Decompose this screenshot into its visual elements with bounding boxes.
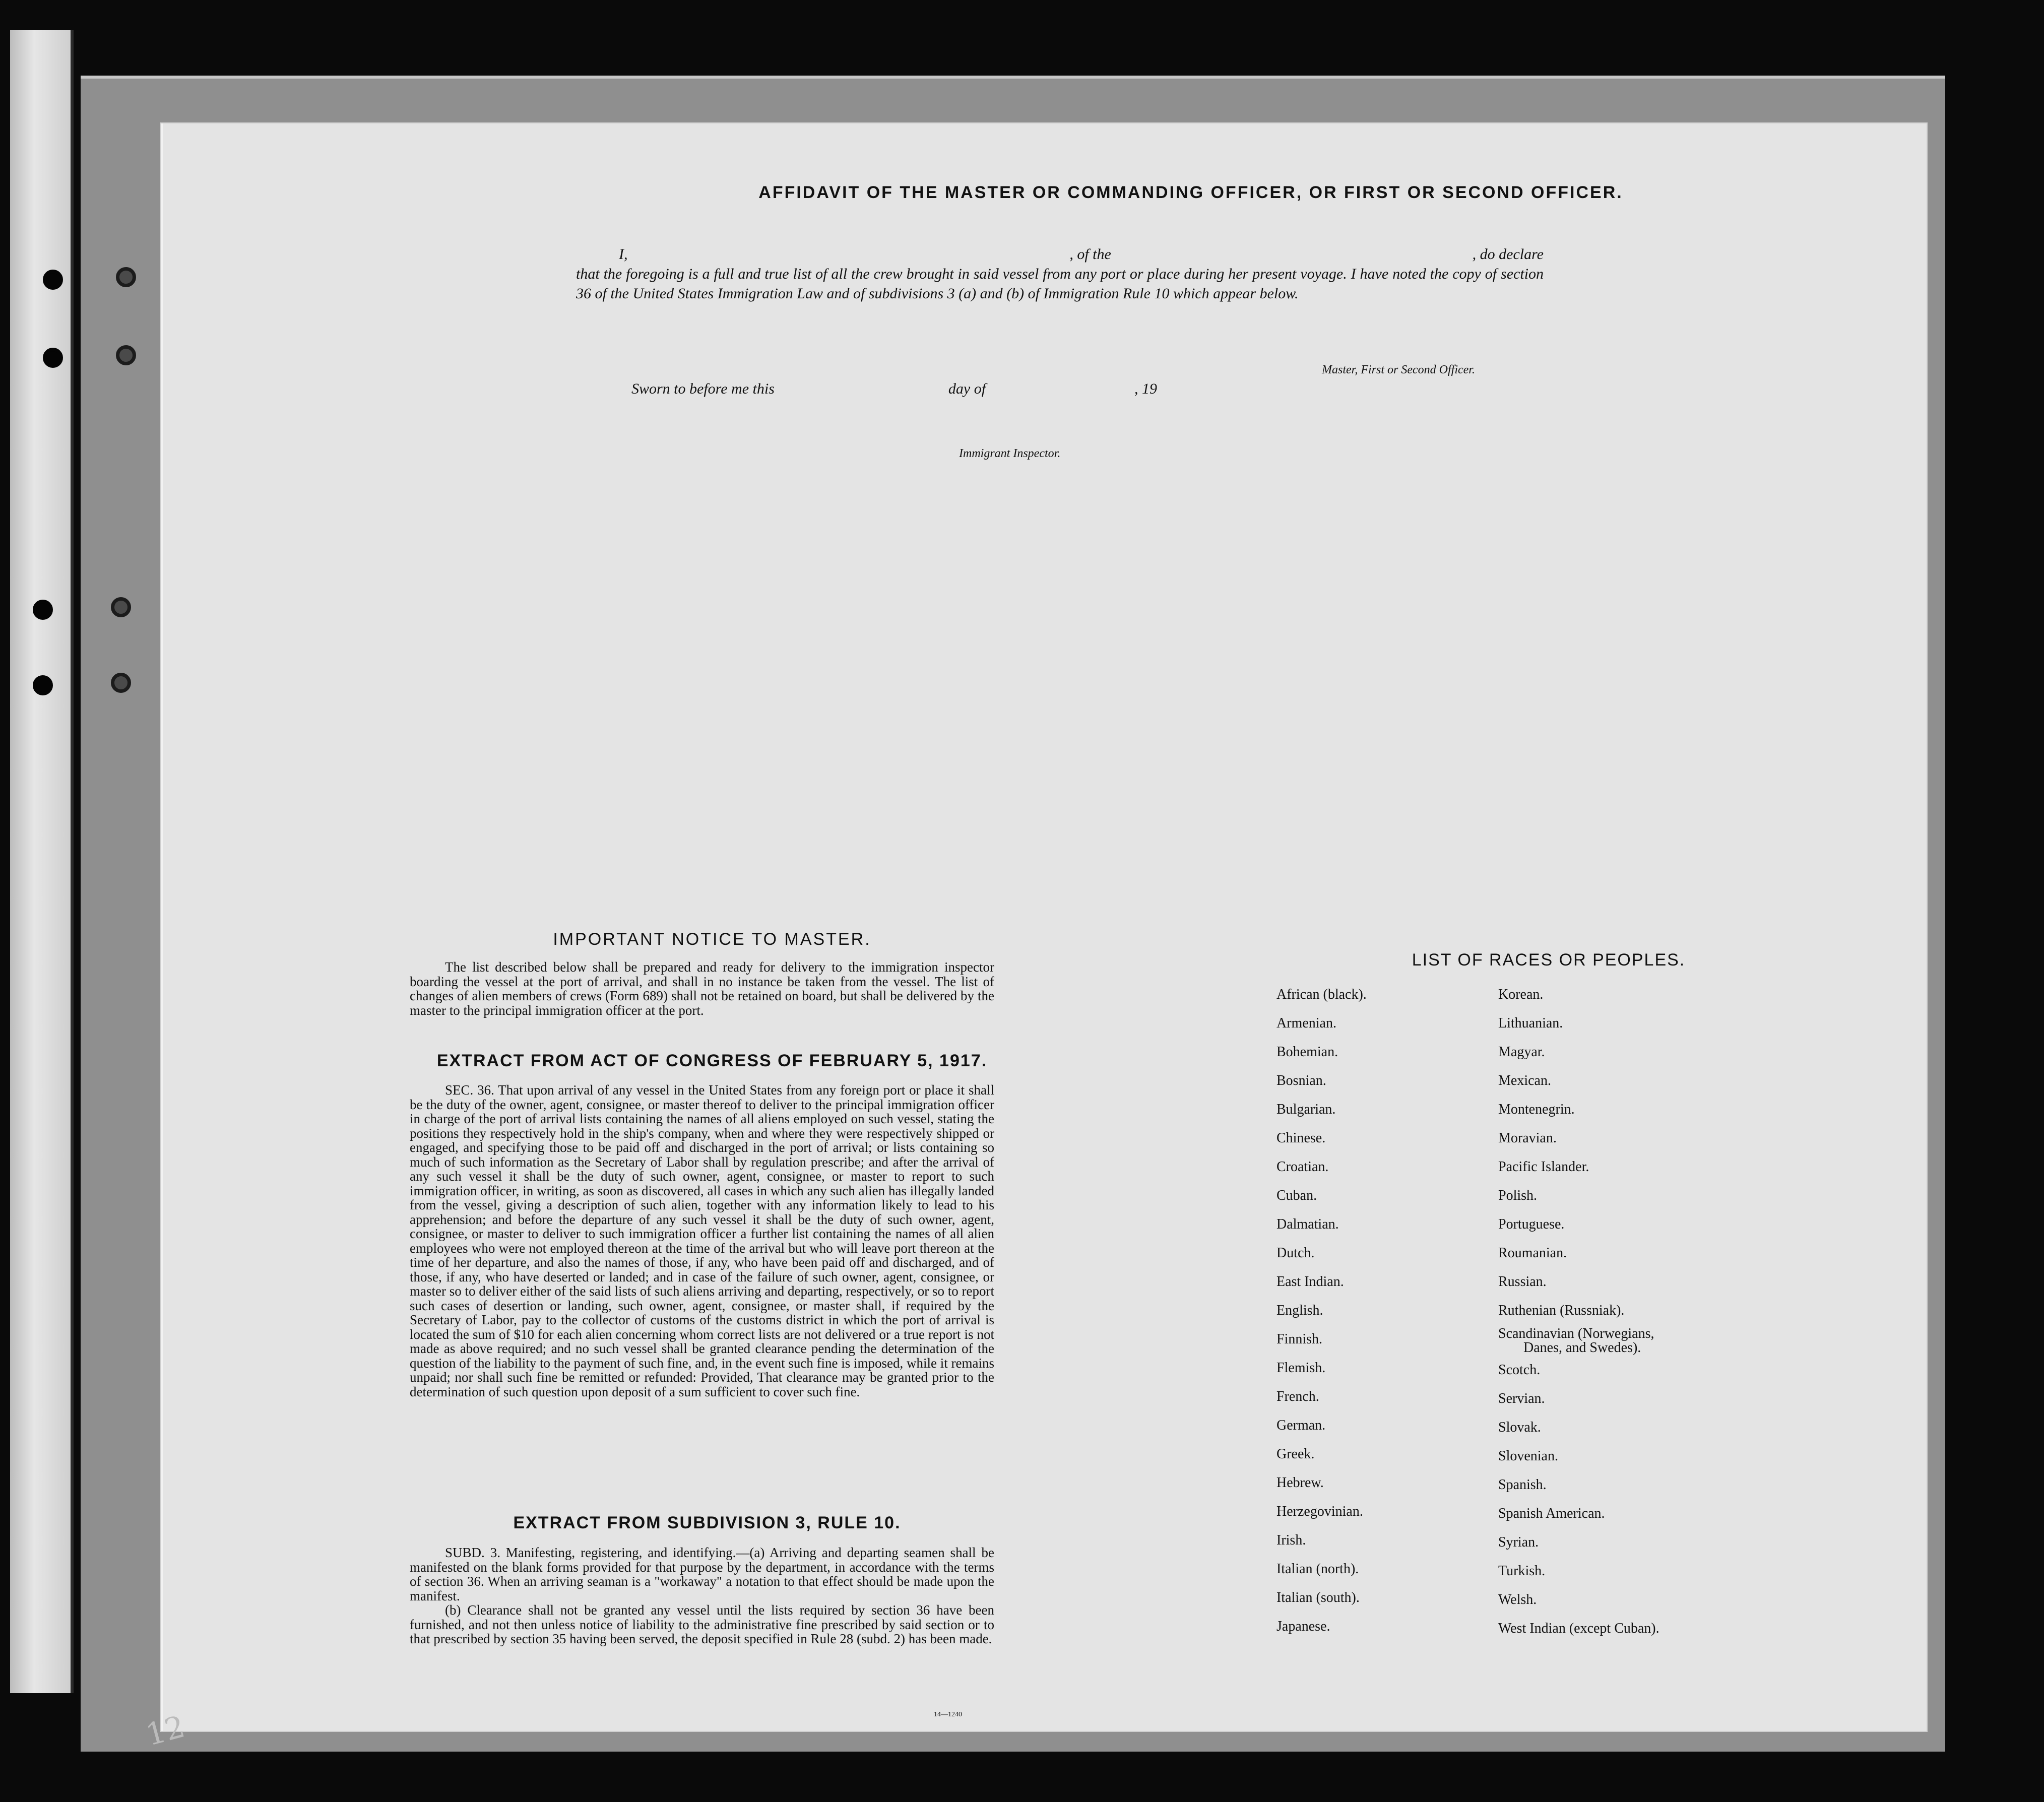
race-item: Croatian. <box>1276 1159 1329 1175</box>
race-item: Irish. <box>1276 1532 1306 1548</box>
race-item: Chinese. <box>1276 1130 1326 1146</box>
affidavit-text: that the foregoing is a full and true list of all the crew brought in said vessel from any port or place during her present voyage. I have noted the copy of section 36 of the United States Immigration Law and of subdivisions 3 (a) and (b) of Immigration Rule 10 which appear below. <box>576 266 1544 302</box>
sworn-line <box>631 380 1387 398</box>
binder-hole <box>116 267 136 287</box>
race-item: Welsh. <box>1498 1592 1537 1607</box>
race-item: Armenian. <box>1276 1015 1336 1031</box>
race-item: Danes, and Swedes). <box>1523 1340 1641 1356</box>
subdivision-text <box>410 1546 994 1646</box>
race-item: English. <box>1276 1303 1323 1318</box>
race-item: Lithuanian. <box>1498 1015 1563 1031</box>
race-item: West Indian (except Cuban). <box>1498 1621 1659 1636</box>
race-item: German. <box>1276 1418 1326 1433</box>
act-section-36-text: SEC. 36. That upon arrival of any vessel in the United States from any foreign port or place it shall be the duty of the owner, agent, consignee, or master thereof to deliver to the principal immigration officer in charge of the port of arrival lists containing the names of all aliens employed on such vessel, stating the positions they respectively hold in the ship's company, when and where they were respectively shipped or engaged, and specifying those to be paid off and discharged in the port of arrival; or lists containing so much of such information as the Secretary of Labor shall by regulation prescribe; and after the arrival of any such vessel it shall be the duty of such owner, agent, consignee, or master to report to such immigration officer, in writing, as soon as discovered, all cases in which any such alien has illegally landed from the vessel, giving a description of such alien, together with any information likely to lead to his apprehension; and before the departure of any such vessel it shall be the duty of such owner, agent, consignee, or master to deliver to such immigration officer a further list containing the names of all alien employees who were not employed thereon at the time of the arrival but who will leave port thereon at the time of her departure, and also the names of those, if any, who have been paid off and discharged, and of those, if any, who have deserted or landed; and in case of the failure of such owner, agent, consignee, or master so to deliver either of the said lists of such aliens arriving and departing, respectively, or so to report such cases of desertion or landing, such owner, agent, consignee, or master shall, if required by the Secretary of Labor, pay to the collector of customs of the customs district in which the port of arrival is located the sum of $10 for each alien concerning whom correct lists are not delivered or a true report is not made as above required; and no such vessel shall be granted clearance pending the determination of the question of the liability to the payment of such fine, and, in the event such fine is imposed, while it remains unpaid; nor shall such fine be remitted or refunded: Provided, That clearance may be granted prior to the determination of such question upon deposit of a sum sufficient to cover such fine. <box>410 1082 994 1399</box>
races-title: LIST OF RACES OR PEOPLES. <box>1412 950 1686 970</box>
race-item: Italian (south). <box>1276 1590 1360 1605</box>
race-item: French. <box>1276 1389 1319 1404</box>
race-item: Japanese. <box>1276 1619 1330 1634</box>
race-item: Cuban. <box>1276 1188 1317 1203</box>
affidavit-i: I, <box>619 246 628 263</box>
race-item: Bosnian. <box>1276 1073 1326 1088</box>
form-number: 14—1240 <box>934 1711 962 1718</box>
binder-hole <box>111 673 131 693</box>
races-left-column <box>1276 980 1367 1641</box>
race-item: Syrian. <box>1498 1534 1539 1550</box>
race-item: Moravian. <box>1498 1130 1557 1146</box>
binder-hole <box>111 597 131 617</box>
race-item: Scandinavian (Norwegians, <box>1498 1326 1654 1341</box>
affidavit-do-declare: , do declare <box>1472 246 1544 263</box>
document-page <box>161 123 1927 1731</box>
race-item: Dutch. <box>1276 1245 1315 1261</box>
race-item: Polish. <box>1498 1188 1538 1203</box>
day-of-label: day of <box>948 380 986 397</box>
race-item: Slovenian. <box>1498 1448 1558 1464</box>
race-item: Ruthenian (Russniak). <box>1498 1303 1625 1318</box>
race-item: Slovak. <box>1498 1420 1541 1435</box>
binder-strip <box>10 30 74 1693</box>
race-item: Bohemian. <box>1276 1044 1338 1060</box>
master-signature-label: Master, First or Second Officer. <box>1322 363 1475 376</box>
affidavit-of-the: , of the <box>1069 246 1111 263</box>
race-item: Italian (north). <box>1276 1561 1359 1577</box>
inspector-signature-label: Immigrant Inspector. <box>959 447 1061 460</box>
race-item: Mexican. <box>1498 1073 1551 1088</box>
race-item: Greek. <box>1276 1446 1315 1462</box>
race-item: Scotch. <box>1498 1362 1541 1378</box>
race-item: Portuguese. <box>1498 1216 1565 1232</box>
race-item: Hebrew. <box>1276 1475 1324 1491</box>
notice-title: IMPORTANT NOTICE TO MASTER. <box>553 930 871 949</box>
race-item: Montenegrin. <box>1498 1102 1575 1117</box>
race-item: Roumanian. <box>1498 1245 1567 1261</box>
race-item: Spanish American. <box>1498 1506 1605 1521</box>
races-right-column <box>1498 980 1659 1643</box>
affidavit-body <box>576 244 1544 303</box>
sworn-label: Sworn to before me this <box>631 380 775 397</box>
race-item: Flemish. <box>1276 1360 1326 1376</box>
race-item: Dalmatian. <box>1276 1216 1339 1232</box>
race-item: Servian. <box>1498 1391 1545 1406</box>
race-item: Turkish. <box>1498 1563 1546 1579</box>
subdivision-text-b: (b) Clearance shall not be granted any vessel until the lists required by section 36 have been furnished, and not then unless notice of liability to the administrative fine prescribed by said section or to that prescribed by section 35 having been served, the deposit specified in Rule 28 (subd. 2) has been made. <box>410 1602 994 1646</box>
race-item: Korean. <box>1498 987 1544 1002</box>
race-item: Finnish. <box>1276 1331 1323 1347</box>
race-item: Pacific Islander. <box>1498 1159 1589 1175</box>
race-item: African (black). <box>1276 987 1367 1002</box>
binder-hole <box>116 345 136 365</box>
affidavit-title: AFFIDAVIT OF THE MASTER OR COMMANDING OFFICER, OR FIRST OR SECOND OFFICER. <box>758 183 1623 202</box>
binder-hole <box>33 600 53 620</box>
subdivision-text-a: SUBD. 3. Manifesting, registering, and identifying.—(a) Arriving and departing seamen shall be manifested on the blank forms provided for that purpose by the department, in accordance with the terms of section 36. When an arriving seaman is a "workaway" a notation to that effect should be made upon the manifest. <box>410 1545 994 1603</box>
race-item: Herzegovinian. <box>1276 1504 1363 1519</box>
race-item: Spanish. <box>1498 1477 1547 1493</box>
act-title: EXTRACT FROM ACT OF CONGRESS OF FEBRUARY 5, 1917. <box>436 1051 988 1070</box>
margin-mark: 12 <box>142 1709 189 1753</box>
race-item: Russian. <box>1498 1274 1547 1290</box>
year-label: , 19 <box>1134 380 1158 397</box>
subdivision-title: EXTRACT FROM SUBDIVISION 3, RULE 10. <box>513 1513 901 1532</box>
race-item: East Indian. <box>1276 1274 1344 1290</box>
race-item: Bulgarian. <box>1276 1102 1336 1117</box>
affidavit-declaration-line <box>576 244 1544 264</box>
binder-hole <box>43 348 63 368</box>
binder-hole <box>43 270 63 290</box>
binder-hole <box>33 675 53 695</box>
notice-text: The list described below shall be prepared and ready for delivery to the immigration inspector boarding the vessel at the port of arrival, and shall in no instance be taken from the vessel. The list of changes of alien members of crews (Form 689) shall not be retained on board, but shall be delivered by the master to the principal immigration officer at the port. <box>410 959 994 1018</box>
race-item: Magyar. <box>1498 1044 1545 1060</box>
